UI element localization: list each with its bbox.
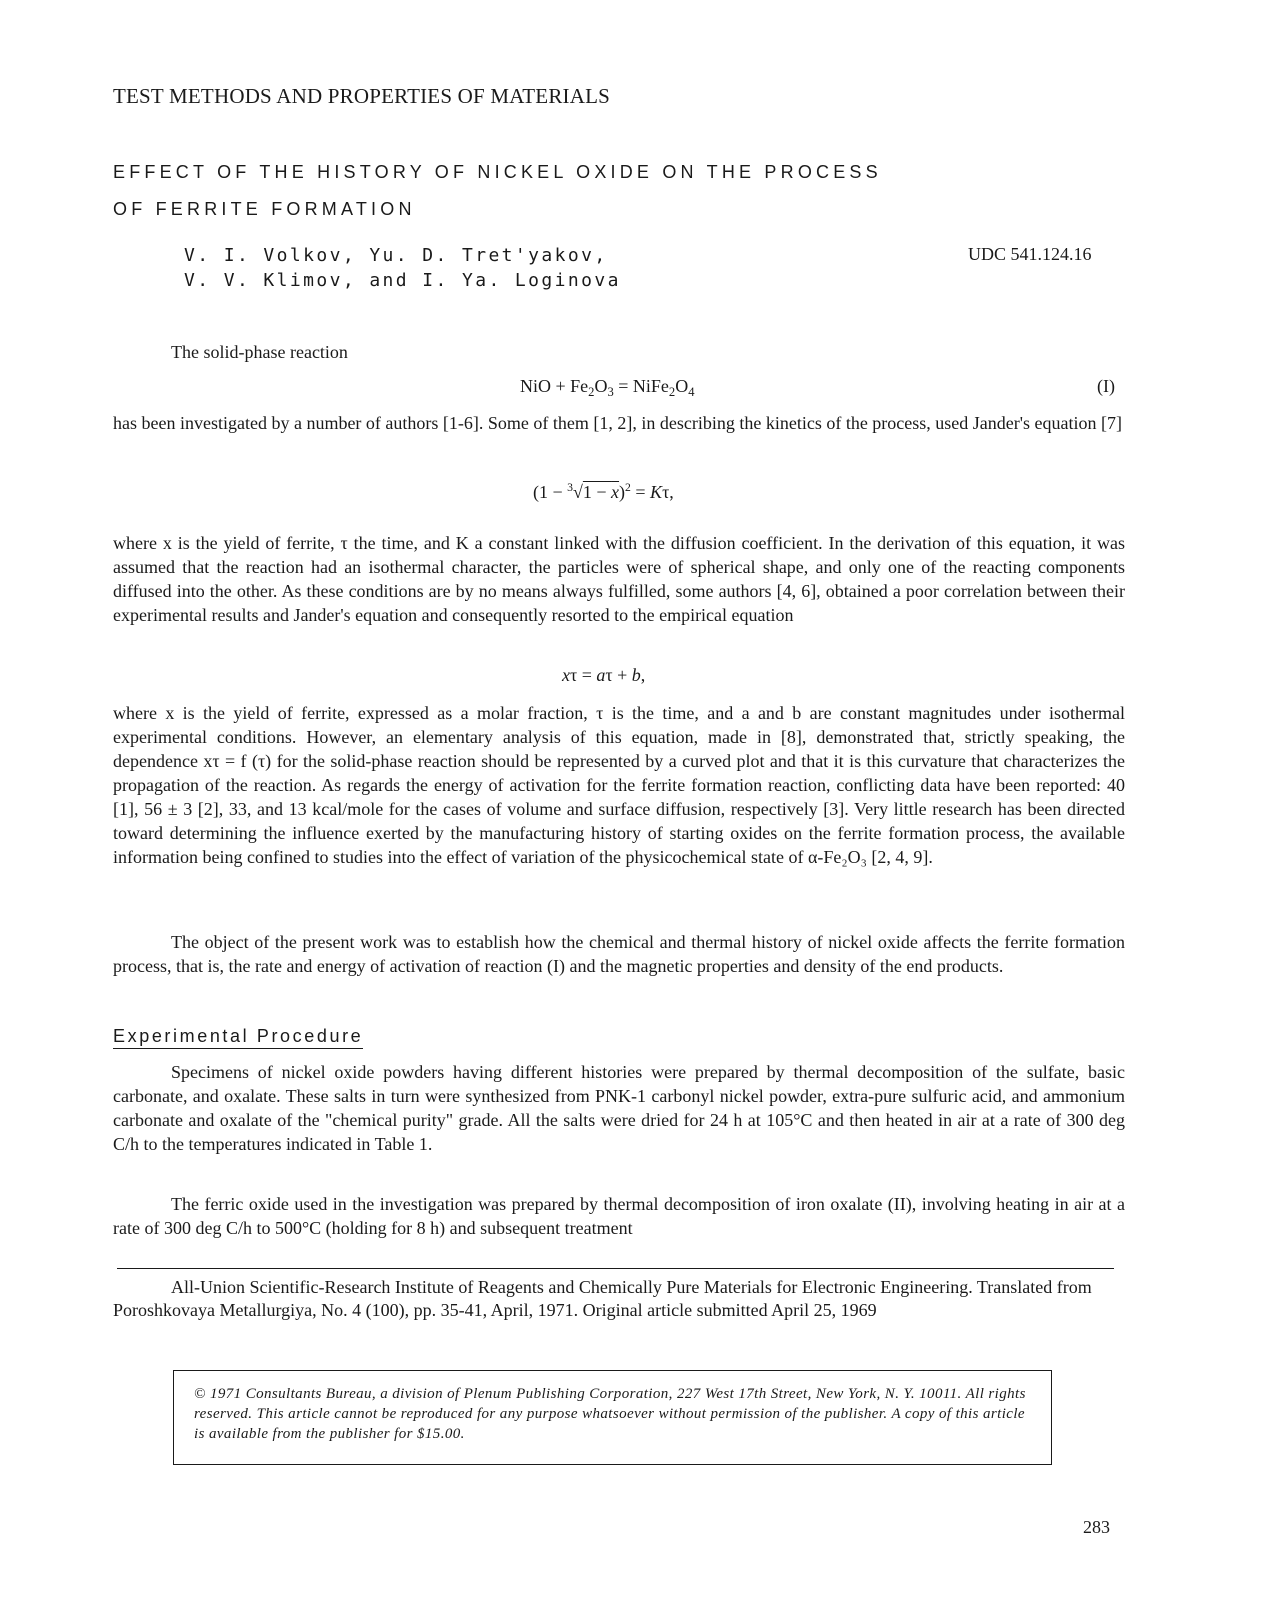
- paragraph-3: where x is the yield of ferrite, expressed as a molar fraction, τ is the time, and a and b are constant magnitudes under isothermal experimental conditions. However, an elementary analysis of this equation, made in [8], demonstrated that, strictly speaking, the dependence xτ = f (τ) for the solid-phase reaction should be represented by a curved plot and that it is this curvature that characterizes the propagation of the reaction. As regards the energy of activation for the ferrite formation reaction, conflicting data have been reported: 40 [1], 56 ± 3 [2], 33, and 13 kcal/mole for the cases of volume and surface diffusion, respectively [3]. Very little research has been directed toward determining the influence exerted by the manufacturing history of starting oxides on the ferrite formation process, the available information being confined to studies into the effect of variation of the physicochemical state of α-Fe₂O₃ [2, 4, 9].: [113, 703, 1125, 867]
- paragraph-1: has been investigated by a number of authors [1-6]. Some of them [1, 2], in describing the kinetics of the process, used Jander's equation [7]: [113, 413, 1122, 433]
- equation-reaction: NiO + $Fe_2O_3$ = $NiFe_2O_4$: [520, 376, 695, 399]
- section-header: TEST METHODS AND PROPERTIES OF MATERIALS: [113, 84, 610, 108]
- authors-line-2: V. V. Klimov, and I. Ya. Loginova: [184, 270, 621, 291]
- equation-empirical: xτ = aτ + b,: [562, 665, 646, 685]
- intro-text: The solid-phase reaction: [171, 342, 348, 362]
- article-title-line-2: OF FERRITE FORMATION: [113, 199, 416, 219]
- authors-line-1: V. I. Volkov, Yu. D. Tret'yakov,: [184, 245, 608, 266]
- equation-jander: $(1 - ^3√1 - x)^2 = K\tau$,: [533, 481, 674, 502]
- paragraph-4: The object of the present work was to establish how the chemical and thermal history of nickel oxide affects the ferrite formation process, that is, the rate and energy of activation of reaction (I) and the magnetic properties and density of the end products.: [113, 932, 1125, 976]
- copyright-text: © 1971 Consultants Bureau, a division of Plenum Publishing Corporation, 227 West 17th Street, New York, N. Y. 10011. All rights reserved. This article cannot be reproduced for any purpose whatsoever without permission of the publisher. A copy of this article is available from the publisher for $15.00.: [194, 1386, 1026, 1442]
- article-title-line-1: EFFECT OF THE HISTORY OF NICKEL OXIDE ON THE PROCESS: [113, 162, 882, 182]
- paragraph-2: where x is the yield of ferrite, τ the time, and K a constant linked with the diffusion coefficient. In the derivation of this equation, it was assumed that the reaction had an isothermal character, the particles were of spherical shape, and only one of the reacting components diffused into the other. As these conditions are by no means always fulfilled, some authors [4, 6], obtained a poor correlation between their experimental results and Jander's equation and consequently resorted to the empirical equation: [113, 533, 1125, 625]
- footnote-divider: [117, 1268, 1114, 1269]
- equation-label: (I): [1097, 376, 1115, 396]
- page-number: 283: [1083, 1517, 1110, 1537]
- paragraph-5: Specimens of nickel oxide powders having different histories were prepared by thermal decomposition of the sulfate, basic carbonate, and oxalate. These salts in turn were synthesized from PNK-1 carbonyl nickel powder, extra-pure sulfuric acid, and ammonium carbonate and oxalate of the "chemical purity" grade. All the salts were dried for 24 h at 105°C and then heated in air at a rate of 300 deg C/h to the temperatures indicated in Table 1.: [113, 1062, 1125, 1154]
- udc-code: UDC 541.124.16: [968, 244, 1092, 264]
- footnote: All-Union Scientific-Research Institute of Reagents and Chemically Pure Materials for Electronic Engineering. Translated from Poroshkovaya Metallurgiya, No. 4 (100), pp. 35-41, April, 1971. Original article submitted April 25, 1969: [113, 1277, 1092, 1320]
- subheading-experimental-procedure: Experimental Procedure: [113, 1026, 363, 1049]
- paragraph-6: The ferric oxide used in the investigation was prepared by thermal decomposition of iron oxalate (II), involving heating in air at a rate of 300 deg C/h to 500°C (holding for 8 h) and subsequent treatment: [113, 1194, 1125, 1238]
